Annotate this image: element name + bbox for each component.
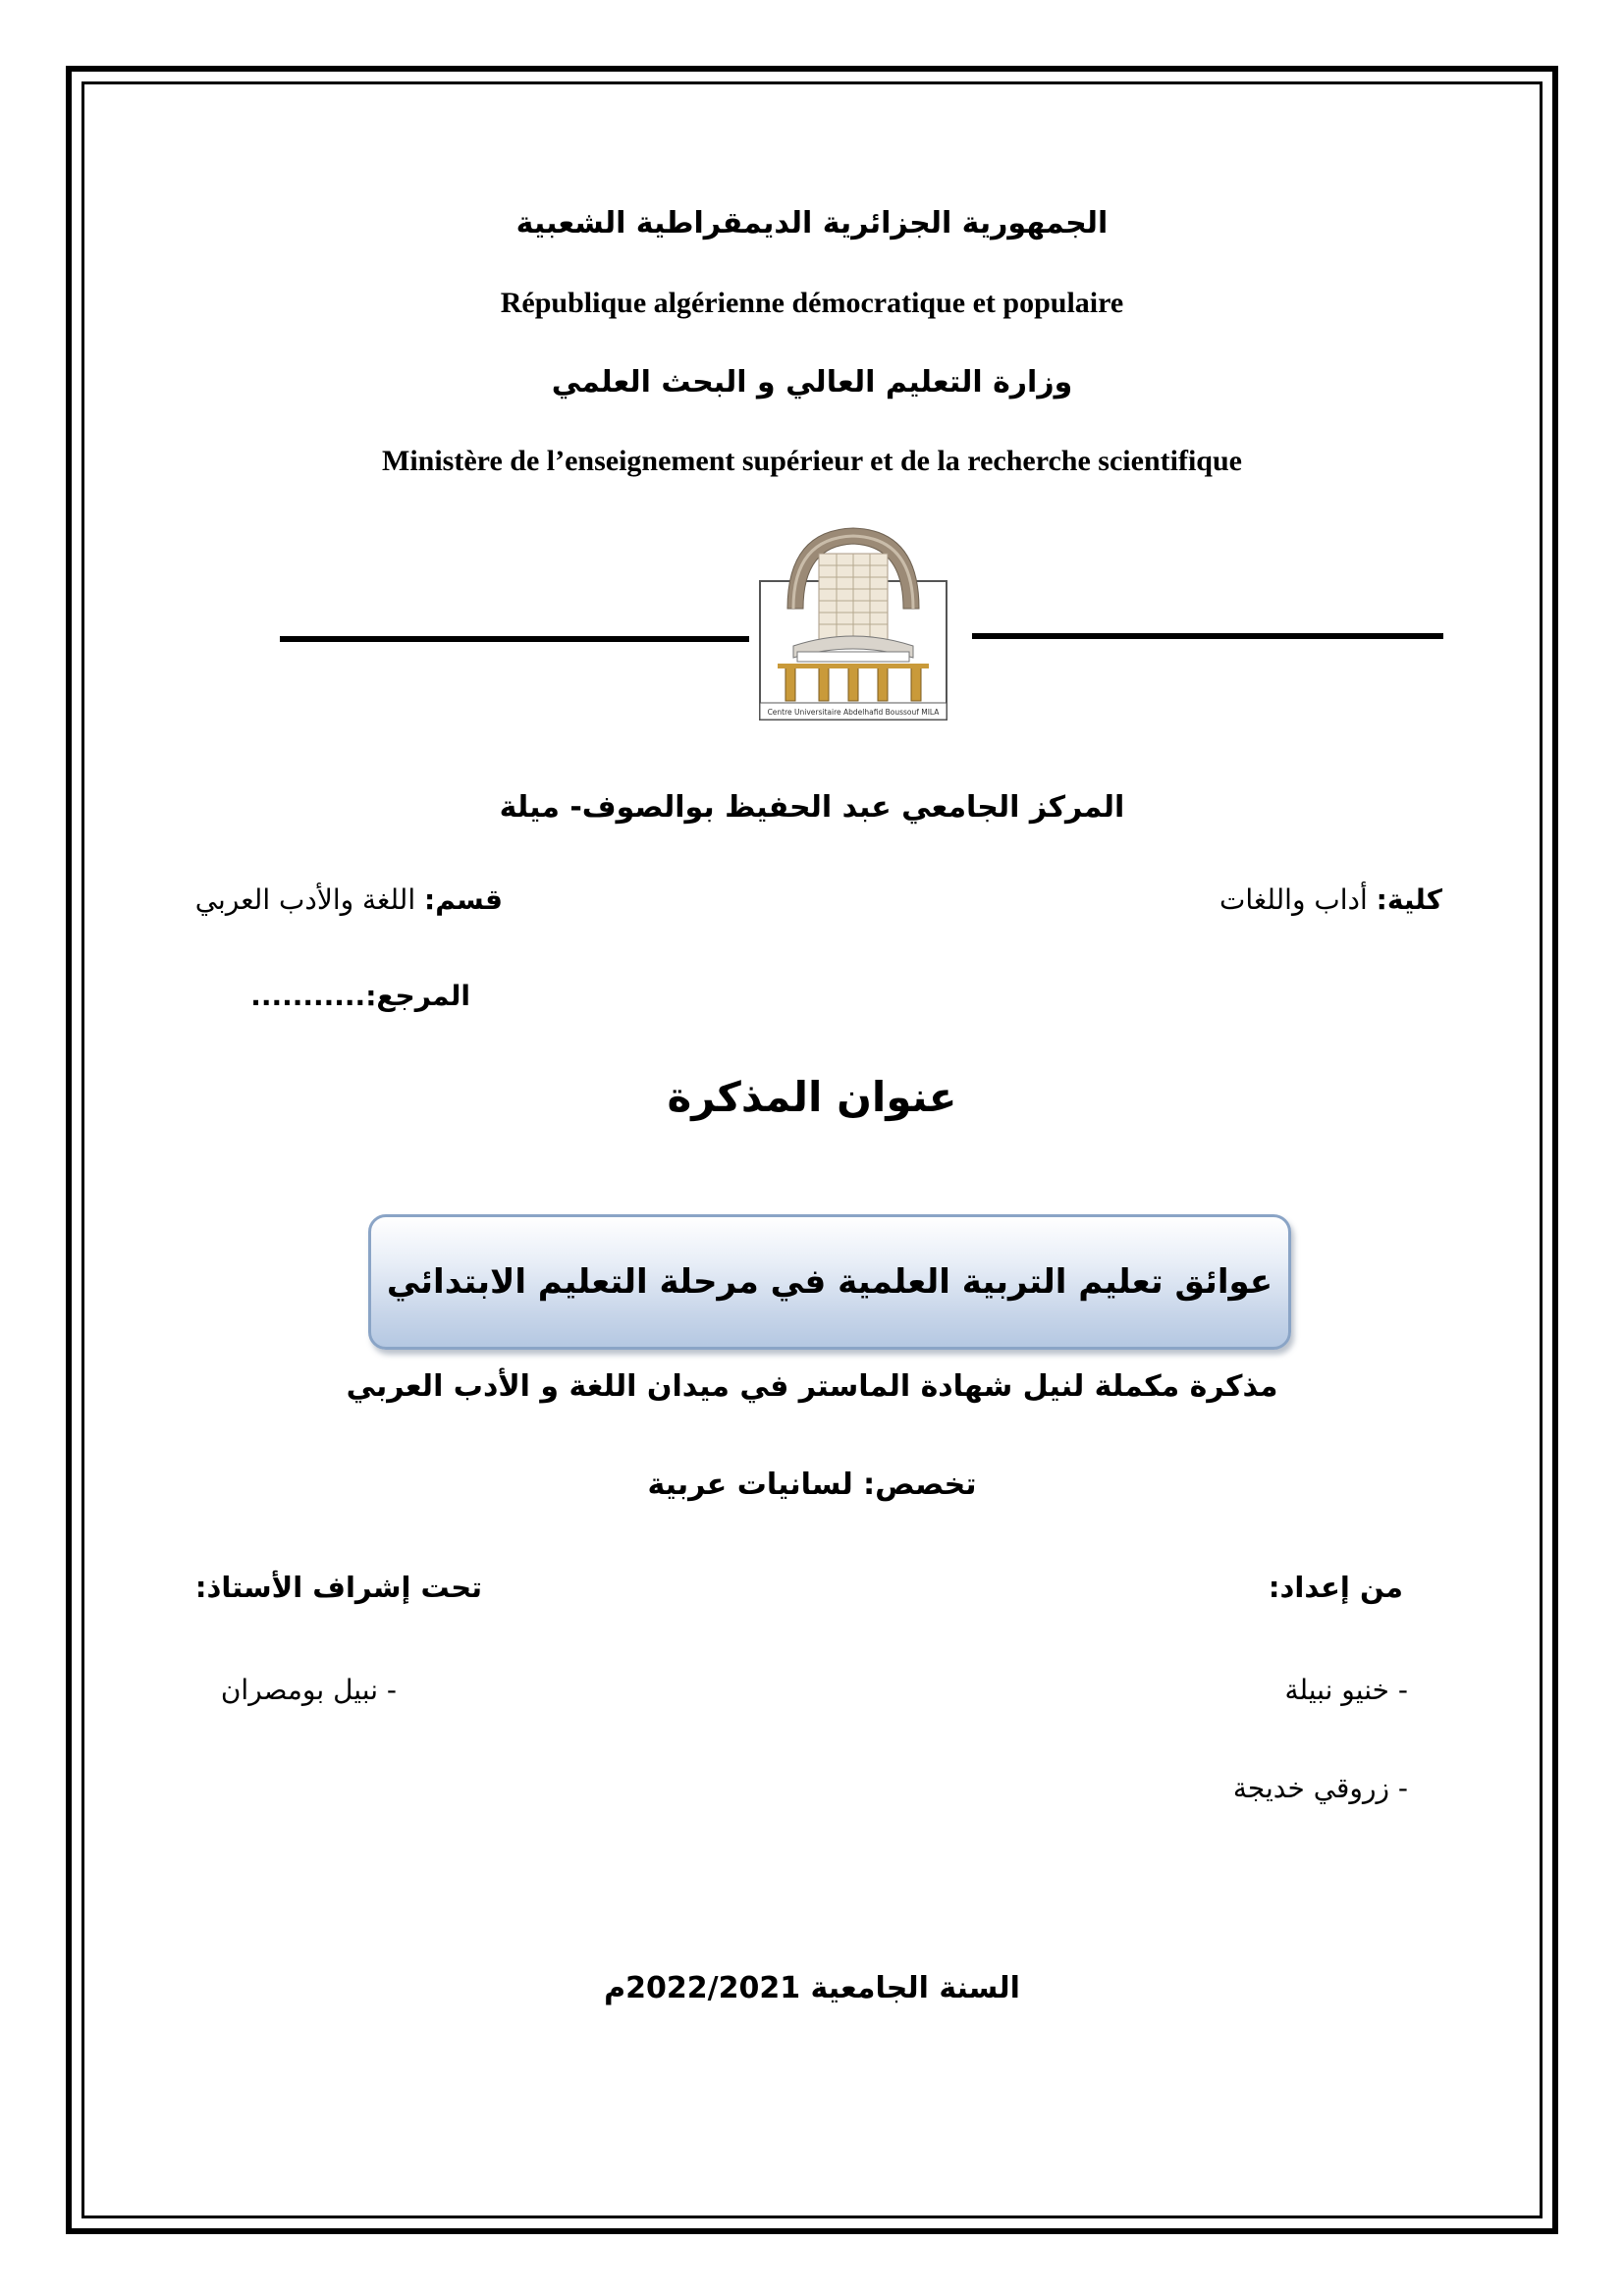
faculty-label: كلية: <box>1376 883 1442 916</box>
supervisor-label: تحت إشراف الأستاذ: <box>194 1571 482 1604</box>
faculty-value: أداب واللغات <box>1218 883 1377 916</box>
ministry-french: Ministère de l’enseignement supérieur et de la recherche scientifique <box>382 445 1242 477</box>
thesis-title-box <box>368 1214 1291 1350</box>
faculty-line <box>1219 883 1442 916</box>
department-label: قسم: <box>424 883 503 916</box>
university-logo-icon <box>758 520 948 721</box>
republic-arabic: الجمهورية الجزائرية الديمقراطية الشعبية <box>515 206 1109 240</box>
specialty-line: تخصص: لسانيات عربية <box>647 1468 977 1502</box>
department-value: اللغة والأدب العربي <box>194 883 425 916</box>
logo-caption: Centre Universitaire Abdelhafid Boussouf MILA <box>767 708 940 717</box>
divider-right <box>972 633 1443 639</box>
republic-french: République algérienne démocratique et populaire <box>500 287 1124 319</box>
department-line <box>195 883 503 916</box>
author-name-1: - خنيو نبيلة <box>1284 1674 1408 1706</box>
supervisor-name: - نبيل بومصران <box>220 1674 397 1706</box>
thesis-heading: عنوان المذكرة <box>667 1073 957 1121</box>
academic-year: السنة الجامعية 2022/2021م <box>604 1971 1020 2005</box>
degree-line: مذكرة مكملة لنيل شهادة الماستر في ميدان اللغة و الأدب العربي <box>346 1369 1278 1404</box>
divider-left <box>280 636 749 642</box>
reference-line: المرجع:........... <box>250 980 470 1012</box>
thesis-title: عوائق تعليم التربية العلمية في مرحلة التعليم الابتدائي <box>386 1262 1273 1302</box>
authors-label: من إعداد: <box>1268 1571 1403 1604</box>
page-border-inner <box>81 81 1543 2218</box>
institution-name: المركز الجامعي عبد الحفيظ بوالصوف- ميلة <box>499 790 1125 825</box>
author-name-2: - زروقي خديجة <box>1232 1772 1408 1804</box>
ministry-arabic: وزارة التعليم العالي و البحث العلمي <box>551 365 1073 400</box>
